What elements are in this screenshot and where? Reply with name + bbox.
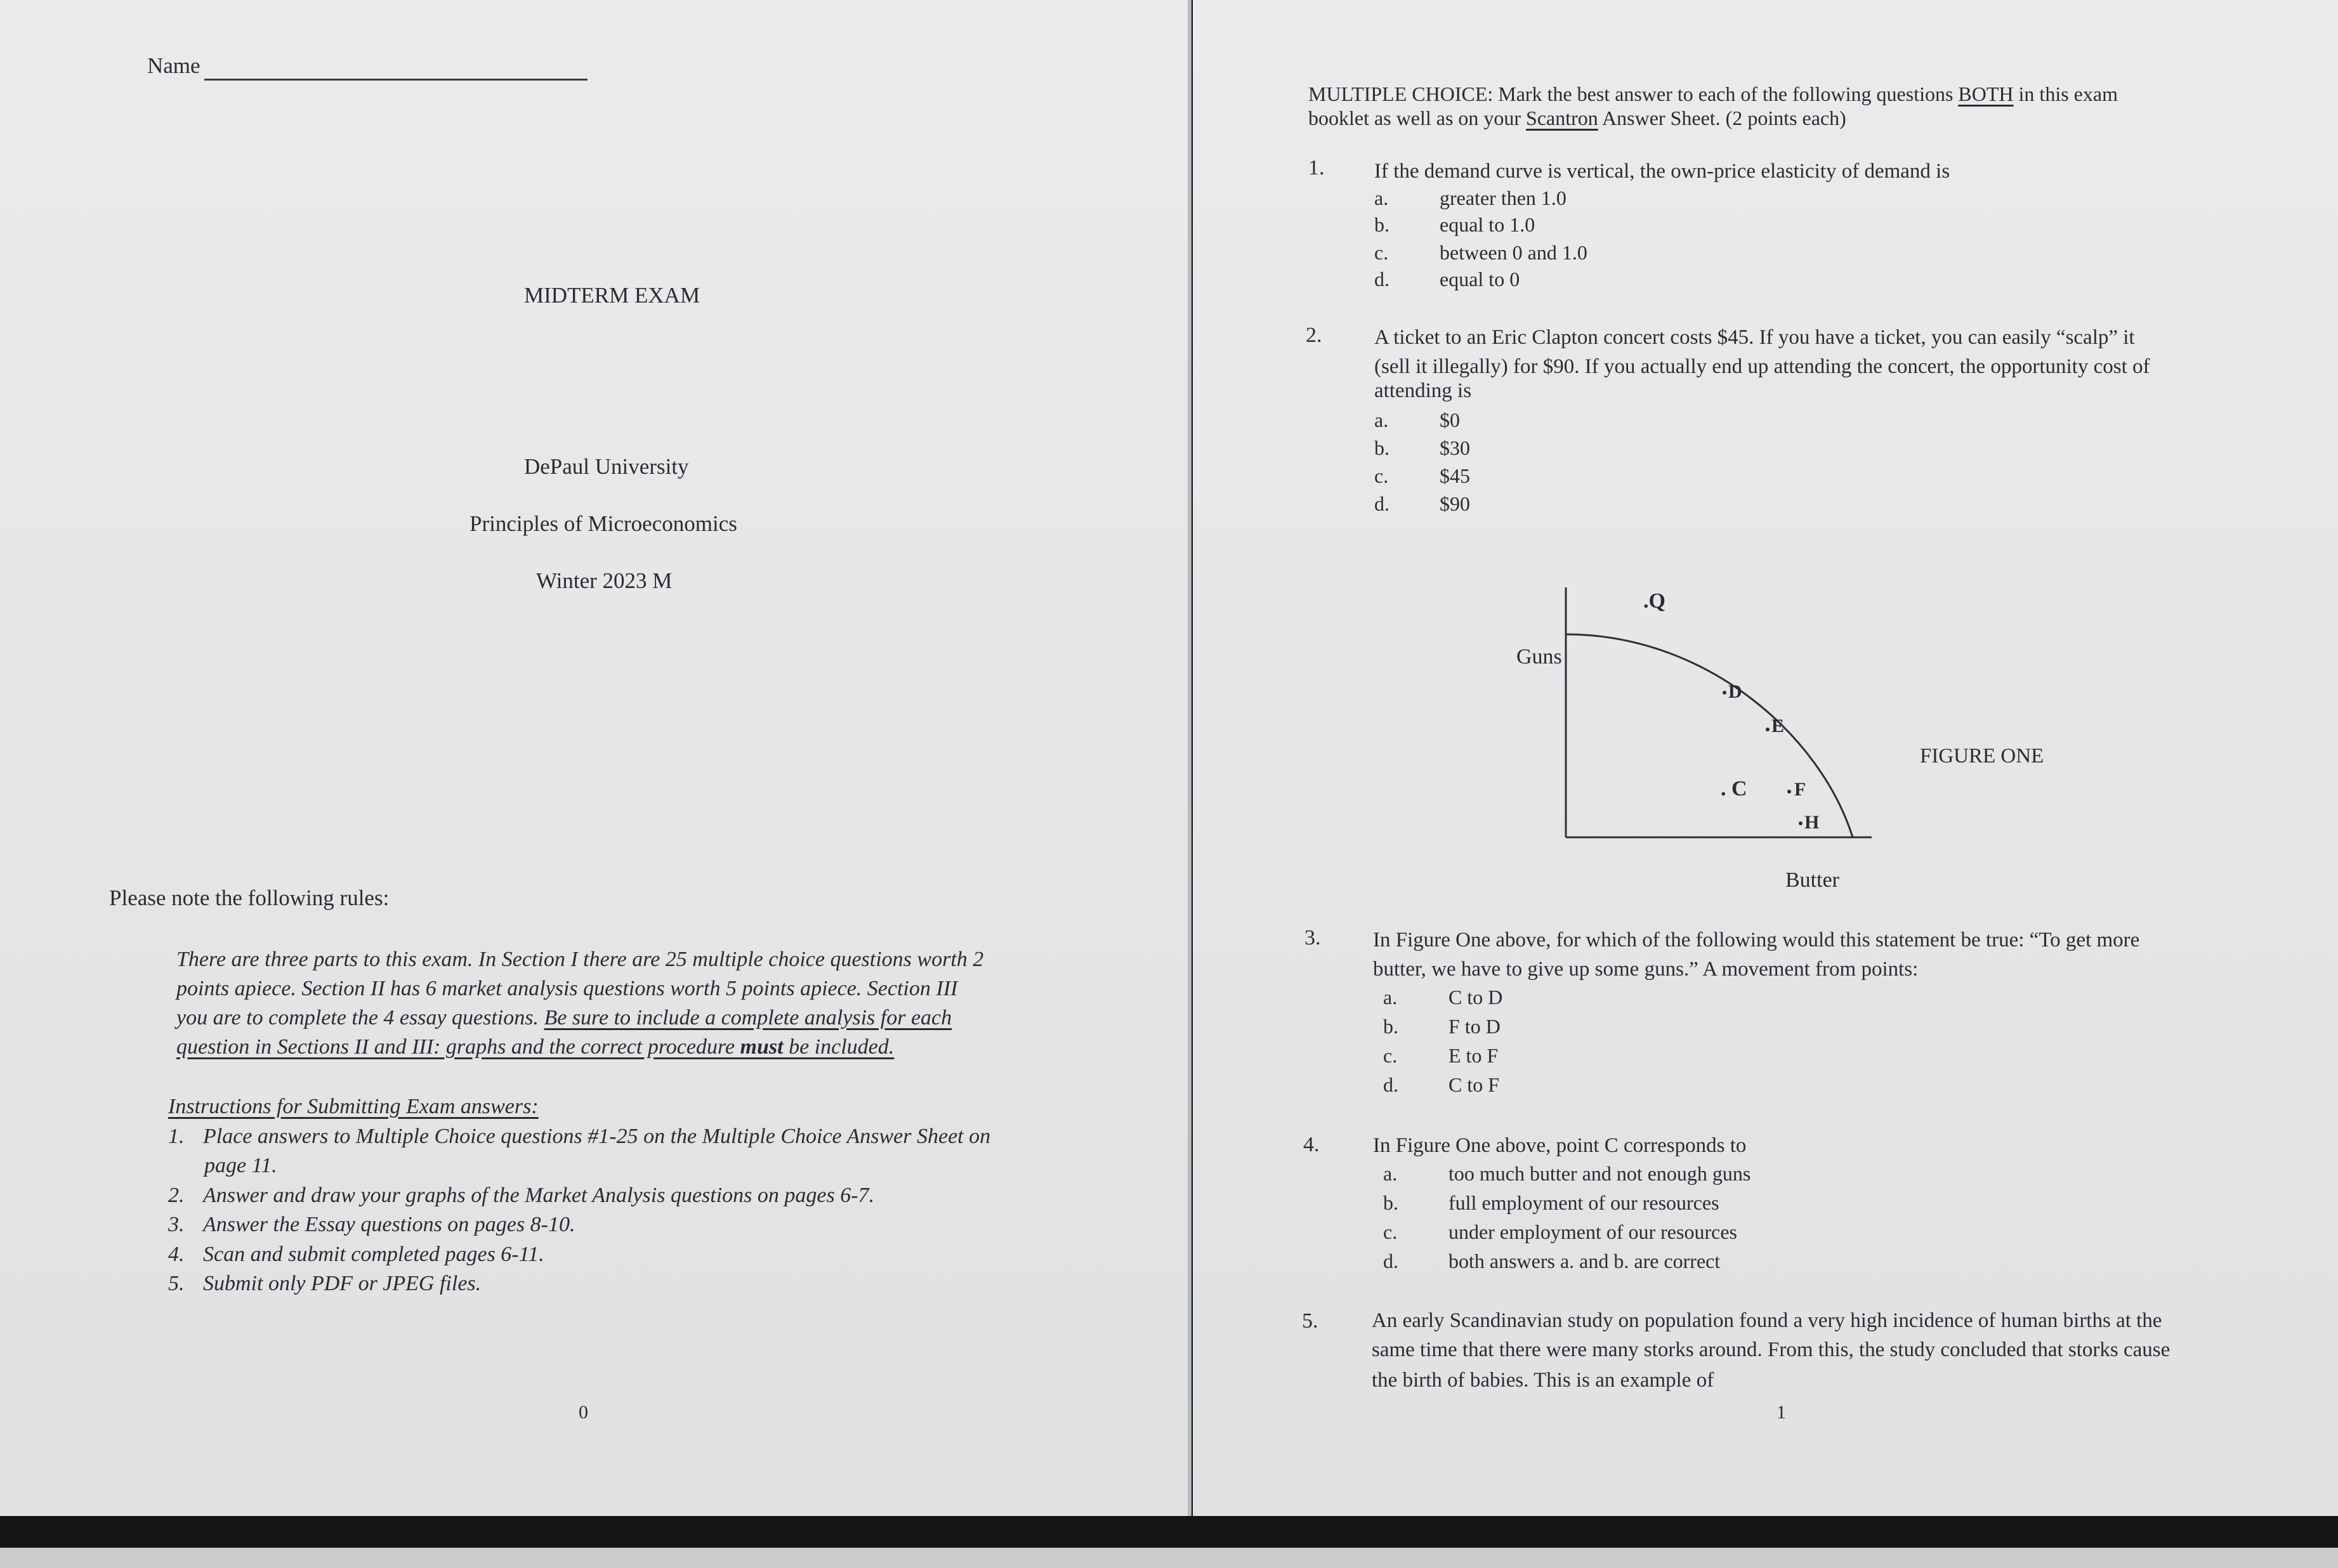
rules-heading: Please note the following rules: xyxy=(109,885,390,910)
name-label: Name xyxy=(147,53,200,78)
instruction-item xyxy=(168,1210,1120,1240)
point-c-label: . C xyxy=(1721,777,1747,800)
option-letter: c. xyxy=(1383,1044,1398,1067)
rules-underlined-text: question in Sections II and III: graphs and the correct procedure xyxy=(176,1035,740,1059)
instruction-text: Answer and draw your graphs of the Market Analysis questions on pages 6-7. xyxy=(203,1183,875,1207)
option-letter: c. xyxy=(1383,1220,1398,1243)
option-letter: a. xyxy=(1374,186,1389,209)
question-text: A ticket to an Eric Clapton concert costs $45. If you have a ticket, you can easily “scalp” it xyxy=(1374,326,2135,349)
instruction-text: Answer the Essay questions on pages 8-10. xyxy=(203,1213,575,1236)
answer-option xyxy=(1383,1045,1498,1066)
question-text: In Figure One above, for which of the following would this statement be true: “To get more xyxy=(1373,929,2140,951)
instruction-item xyxy=(168,1240,1120,1270)
answer-option xyxy=(1383,1222,1737,1242)
option-text: both answers a. and b. are correct xyxy=(1448,1250,1721,1272)
question-number: 1. xyxy=(1308,156,1325,180)
answer-option xyxy=(1374,438,1470,458)
rules-line: There are three parts to this exam. In Section I there are 25 multiple choice questions worth 2 xyxy=(176,948,984,971)
instruction-continuation: page 11. xyxy=(204,1154,277,1177)
term-label: Winter 2023 M xyxy=(536,568,673,593)
option-letter: b. xyxy=(1374,436,1389,459)
mc-header-emphasis: Scantron xyxy=(1526,107,1598,129)
question-number: 3. xyxy=(1304,926,1321,950)
page-number-right: 1 xyxy=(1776,1402,1786,1423)
option-text: C to F xyxy=(1448,1073,1500,1096)
exam-title: MIDTERM EXAM xyxy=(524,283,700,308)
option-letter: c. xyxy=(1374,241,1389,264)
rules-line xyxy=(176,1003,1096,1033)
point-f-label: F xyxy=(1794,779,1806,800)
option-letter: b. xyxy=(1374,213,1389,236)
question-text: If the demand curve is vertical, the own-price elasticity of demand is xyxy=(1374,160,1950,183)
question-number: 2. xyxy=(1306,323,1322,347)
point-h-label: H xyxy=(1804,812,1820,833)
option-letter: a. xyxy=(1383,986,1398,1009)
answer-option xyxy=(1383,1163,1750,1184)
option-text: $90 xyxy=(1440,492,1470,515)
point-d-label: D xyxy=(1728,681,1742,702)
option-text: equal to 1.0 xyxy=(1440,213,1535,236)
option-letter: c. xyxy=(1374,464,1389,487)
answer-option xyxy=(1383,1075,1499,1095)
instruction-text: Scan and submit completed pages 6-11. xyxy=(203,1242,544,1266)
question-text: attending is xyxy=(1374,379,1472,402)
option-letter: a. xyxy=(1383,1162,1398,1185)
option-text: equal to 0 xyxy=(1440,268,1520,291)
option-text: greater then 1.0 xyxy=(1440,186,1566,209)
rules-underlined-text: Be sure to include a complete analysis for each xyxy=(544,1006,952,1029)
name-blank-line xyxy=(204,79,588,81)
page-number-left: 0 xyxy=(579,1402,588,1423)
question-text: In Figure One above, point C corresponds to xyxy=(1373,1134,1747,1157)
option-text: $45 xyxy=(1440,464,1470,487)
question-number: 5. xyxy=(1302,1309,1318,1333)
instruction-number: 1. xyxy=(168,1124,185,1148)
answer-option xyxy=(1374,269,1520,289)
mc-header-text: Answer Sheet. (2 points each) xyxy=(1598,107,1846,129)
answer-option xyxy=(1374,242,1587,263)
point-d-marker xyxy=(1723,691,1726,695)
question-text: An early Scandinavian study on population found a very high incidence of human births at the xyxy=(1372,1309,2162,1332)
point-q-label: .Q xyxy=(1643,589,1665,613)
option-text: full employment of our resources xyxy=(1448,1191,1719,1214)
question-text: (sell it illegally) for $90. If you actually end up attending the concert, the opportunity cost of xyxy=(1374,355,2150,378)
question-number: 4. xyxy=(1303,1133,1320,1156)
instructions-heading: Instructions for Submitting Exam answers: xyxy=(168,1095,539,1118)
option-letter: a. xyxy=(1374,408,1389,431)
figure-one-ppf-diagram xyxy=(1516,571,2151,901)
answer-option xyxy=(1374,493,1470,514)
rules-bold-word: must xyxy=(740,1035,784,1059)
y-axis-label: Guns xyxy=(1516,645,1562,669)
option-text: under employment of our resources xyxy=(1448,1220,1737,1243)
answer-option xyxy=(1383,1016,1501,1036)
answer-option xyxy=(1383,1192,1719,1213)
point-h-marker xyxy=(1799,821,1803,825)
question-text: same time that there were many storks around. From this, the study concluded that storks cause xyxy=(1372,1338,2171,1361)
rules-line: points apiece. Section II has 6 market analysis questions worth 5 points apiece. Section III xyxy=(176,977,958,1000)
page-divider xyxy=(1188,0,1192,1516)
option-letter: b. xyxy=(1383,1191,1398,1214)
option-letter: d. xyxy=(1374,268,1389,291)
figure-caption: FIGURE ONE xyxy=(1920,745,2044,768)
option-text: too much butter and not enough guns xyxy=(1448,1162,1751,1185)
answer-option xyxy=(1383,987,1502,1007)
answer-option xyxy=(1383,1251,1720,1271)
option-text: F to D xyxy=(1448,1015,1501,1038)
option-text: E to F xyxy=(1448,1044,1499,1067)
option-letter: d. xyxy=(1383,1073,1398,1096)
option-text: $0 xyxy=(1440,408,1460,431)
mc-header-text: in this exam xyxy=(2013,82,2118,105)
option-letter: b. xyxy=(1383,1015,1398,1038)
instruction-item xyxy=(168,1122,1120,1152)
question-text: butter, we have to give up some guns.” A movement from points: xyxy=(1373,958,1919,981)
mc-header-line2 xyxy=(1308,108,1846,128)
option-text: C to D xyxy=(1448,986,1503,1009)
mc-header-emphasis: BOTH xyxy=(1958,82,2014,105)
rules-paragraph xyxy=(176,945,1096,1062)
university-name: DePaul University xyxy=(524,454,689,479)
point-f-marker xyxy=(1787,790,1791,794)
option-letter: d. xyxy=(1383,1250,1398,1272)
course-name: Principles of Microeconomics xyxy=(470,511,737,536)
instruction-number: 2. xyxy=(168,1183,185,1207)
option-text: $30 xyxy=(1440,436,1470,459)
instruction-number: 4. xyxy=(168,1242,185,1266)
instruction-text: Place answers to Multiple Choice questions #1-25 on the Multiple Choice Answer Sheet on xyxy=(203,1124,991,1148)
answer-option xyxy=(1374,410,1460,430)
answer-option xyxy=(1374,466,1470,486)
screen-bottom-edge xyxy=(0,1548,2338,1568)
answer-option xyxy=(1374,188,1566,208)
mc-header-text: booklet as well as on your xyxy=(1308,107,1527,129)
instruction-item xyxy=(168,1181,1120,1211)
rules-line xyxy=(176,1033,1096,1062)
instruction-text: Submit only PDF or JPEG files. xyxy=(203,1272,482,1295)
point-e-marker xyxy=(1766,728,1770,731)
instruction-number: 3. xyxy=(168,1213,185,1236)
question-text: the birth of babies. This is an example of xyxy=(1372,1369,1714,1392)
ppf-curve xyxy=(1566,634,1853,837)
instructions-block xyxy=(168,1092,1120,1299)
rules-line-text: you are to complete the 4 essay questions. xyxy=(176,1006,544,1029)
option-text: between 0 and 1.0 xyxy=(1440,241,1587,264)
instruction-number: 5. xyxy=(168,1272,185,1295)
x-axis-label: Butter xyxy=(1785,868,1839,892)
rules-underlined-end: be included. xyxy=(783,1035,895,1059)
point-e-label: E xyxy=(1771,715,1785,736)
instruction-item xyxy=(168,1269,1120,1299)
mc-header-text: MULTIPLE CHOICE: Mark the best answer to each of the following questions xyxy=(1308,82,1959,105)
answer-option xyxy=(1374,214,1535,235)
option-letter: d. xyxy=(1374,492,1389,515)
mc-header-line1 xyxy=(1308,84,2118,104)
